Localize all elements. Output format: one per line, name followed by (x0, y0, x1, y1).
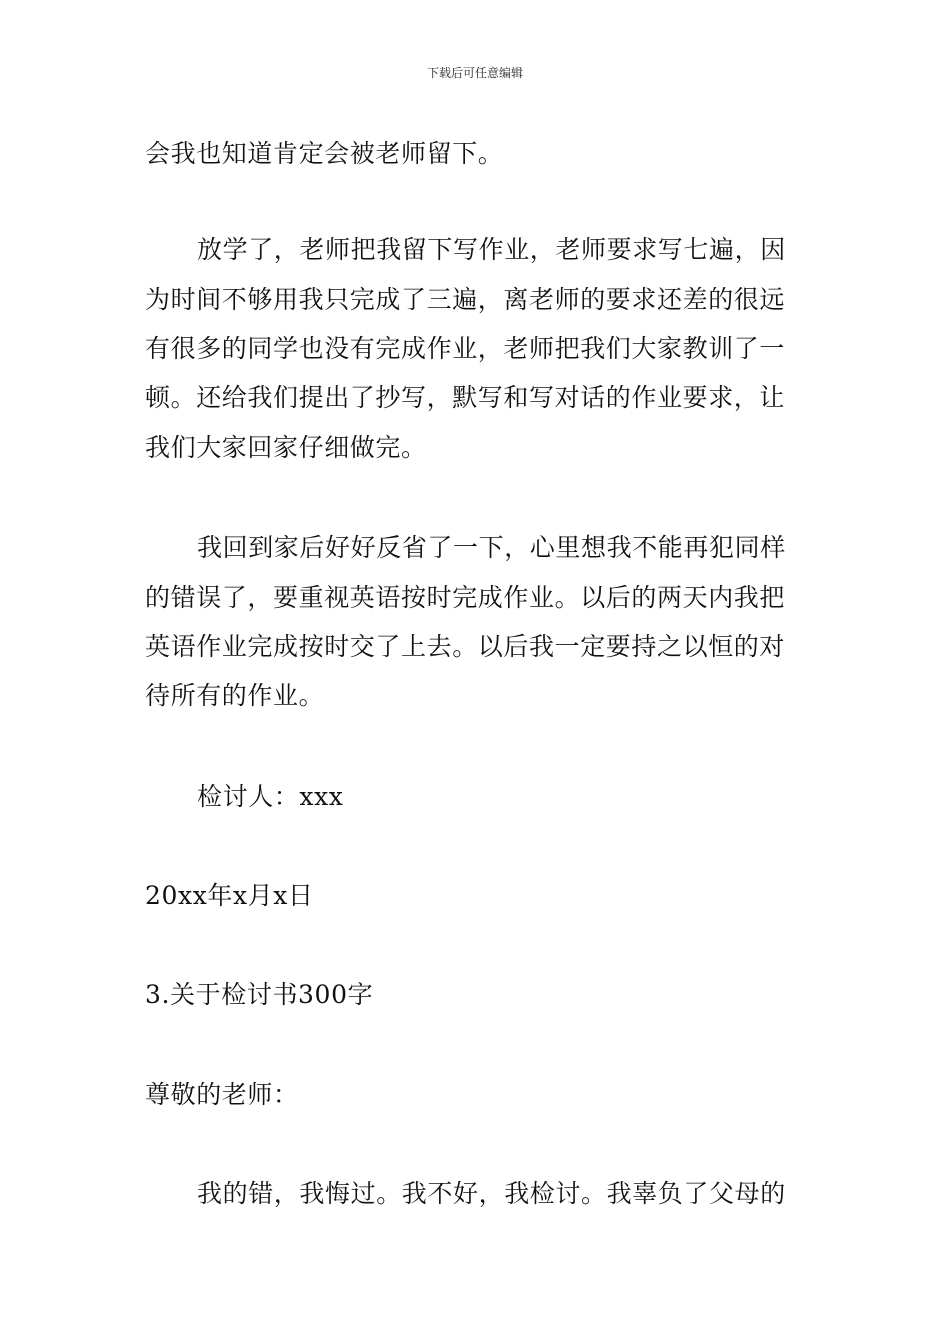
text-line: 英语作业完成按时交了上去。以后我一定要持之以恒的对 (145, 632, 786, 661)
text-line: 待所有的作业。 (145, 681, 325, 710)
text-line: 有很多的同学也没有完成作业，老师把我们大家教训了一 (145, 334, 786, 363)
paragraph-first-line: 我回到家后好好反省了一下，心里想我不能再犯同样 (197, 533, 786, 562)
section-heading: 3.关于检讨书300字 (145, 980, 374, 1009)
text-line: 会我也知道肯定会被老师留下。 (145, 139, 504, 168)
text-line: 顿。还给我们提出了抄写，默写和写对话的作业要求，让 (145, 383, 786, 412)
signatory-line: 检讨人：xxx (197, 782, 344, 811)
salutation-line: 尊敬的老师： (145, 1080, 299, 1109)
text-line: 的错误了，要重视英语按时完成作业。以后的两天内我把 (145, 583, 786, 612)
paragraph-first-line: 我的错，我悔过。我不好，我检讨。我辜负了父母的 (197, 1179, 786, 1208)
text-line: 我们大家回家仔细做完。 (145, 433, 427, 462)
date-line: 20xx年x月x日 (145, 881, 314, 910)
text-line: 为时间不够用我只完成了三遍，离老师的要求还差的很远 (145, 285, 786, 314)
paragraph-first-line: 放学了，老师把我留下写作业，老师要求写七遍，因 (197, 235, 786, 264)
page-header: 下载后可任意编辑 (426, 66, 523, 80)
